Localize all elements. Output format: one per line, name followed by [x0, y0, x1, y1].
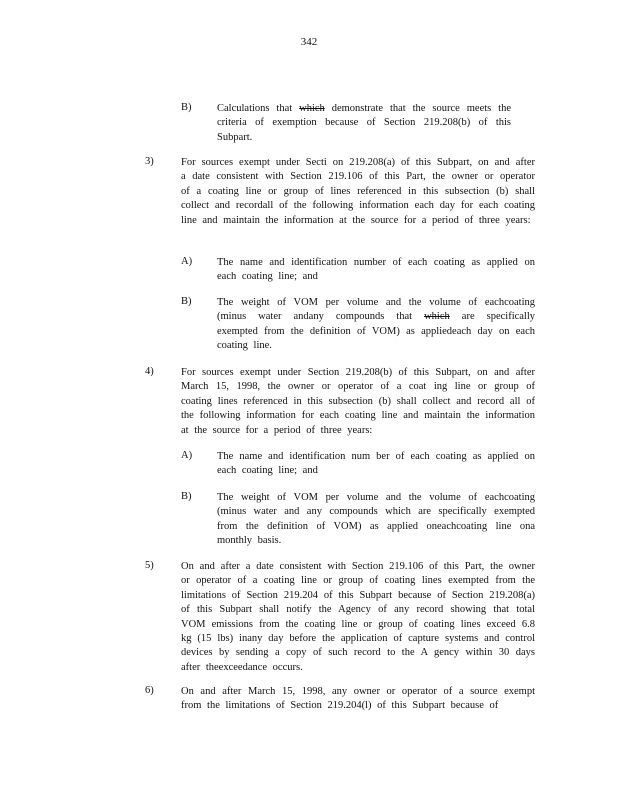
item-label: B) [181, 102, 192, 113]
item-text: The name and identification number of each coating as applied on each coating line; and [217, 257, 535, 283]
item-label: A) [181, 256, 193, 267]
text-segment: demonstrate that the source meets the criteria of exemption because of Section 219.208(b) of this Subpart. [217, 103, 511, 143]
item-text: The name and identification num ber of each coating as applied on each coating line; and [217, 451, 535, 477]
struck-text: which [424, 311, 450, 323]
text-segment: Calculations that [217, 103, 293, 114]
item-text: For sources exempt under Secti on 219.208(a) of this Subpart, on and after a date consistent with Section 219.106 of this Part, the owner or operator of a coating line or group of lines referenced in this subsection (b) shall collect and recordall of the following information each day for each coating line and maintain the information at the source for a period of three years: [181, 157, 535, 226]
item-text: The weight of VOM per volume and the volume of eachcoating (minus water and any compounds which are specifically exempted from the definition of VOM) as applied oneachcoating line ona monthly basis. [217, 492, 535, 547]
item-text: On and after March 15, 1998, any owner or operator of a source exempt from the limitations of Section 219.204(l) of this Subpart because of [181, 686, 535, 712]
item-text: For sources exempt under Section 219.208(b) of this Subpart, on and after March 15, 1998, the owner or operator of a coat ing line or group of coating lines referenced in this subsection (b) shall collect and record all of the following information for each coating line and maintain the information at the source for a period of three years: [181, 367, 535, 436]
page-number: 342 [300, 36, 318, 48]
struck-text: which [299, 103, 325, 114]
item-text: On and after a date consistent with Section 219.106 of this Part, the owner or operator of a coating line or group of coating lines exempted from the limitations of Section 219.204 of this Subpart because of Section 219.208(a) of this Subpart shall notify the Agency of any record showing that total VOM emissions from the coating line or group of coating lines exceed 6.8 kg (15 lbs) inany day before the application of capture systems and control devices by sending a copy of such record to the A gency within 30 days after theexceedance occurs. [181, 561, 535, 673]
text-segment: The weight of VOM per volume and the volume of eachcoating (minus water andany compounds that [217, 297, 535, 323]
item-label: B) [181, 296, 192, 307]
item-label: B) [181, 491, 192, 502]
item-text [217, 102, 511, 145]
text-segment: are specifically exempted from the definition of VOM) as appliedeach day on each coating line. [217, 311, 536, 352]
item-label: 5) [145, 560, 154, 571]
item-label: A) [181, 450, 193, 461]
item-text [217, 296, 535, 354]
item-label: 6) [145, 685, 154, 696]
item-label: 3) [145, 156, 154, 167]
item-label: 4) [145, 366, 154, 377]
